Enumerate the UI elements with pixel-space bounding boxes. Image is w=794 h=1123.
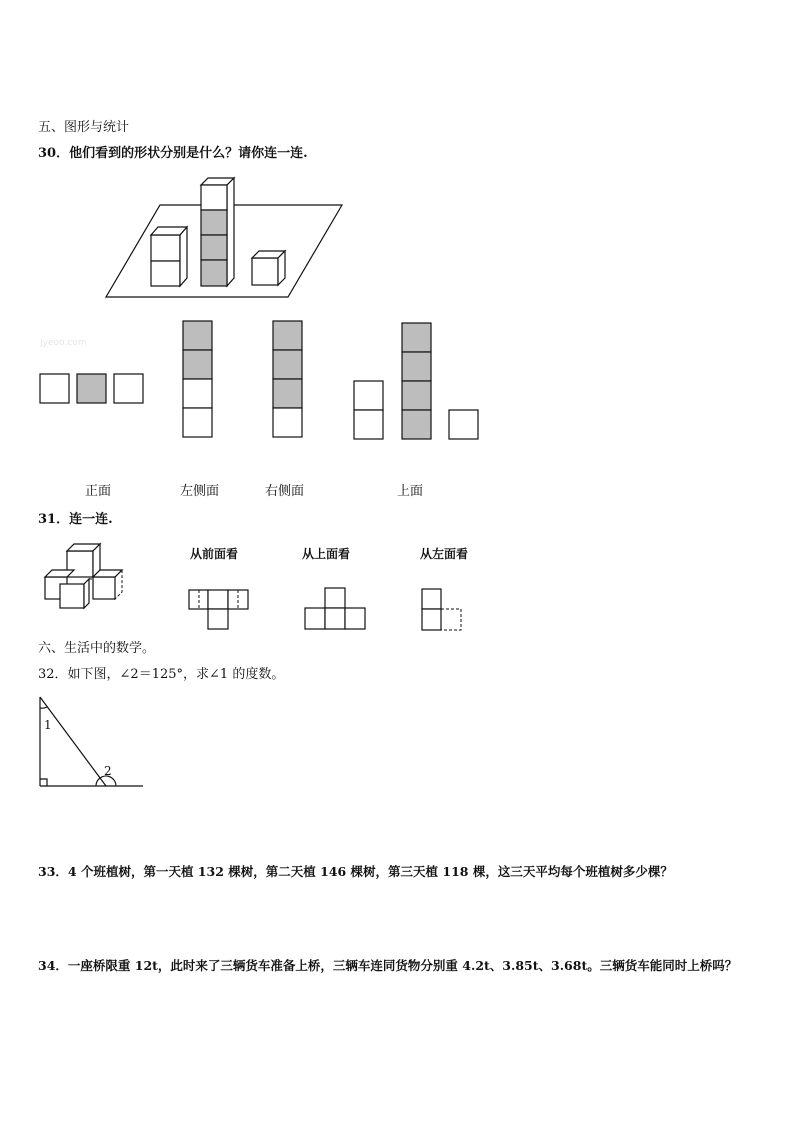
q30-right-cube	[252, 251, 285, 285]
angle-2-label: 2	[104, 764, 112, 778]
q30-label-top: 上面	[397, 484, 424, 499]
q31-view-left-shape	[422, 589, 461, 630]
watermark: Jyeoo.com	[40, 338, 87, 348]
section-heading-6: 六、生活中的数学。	[38, 641, 156, 656]
q30-view-top	[354, 323, 478, 439]
q31-view-top-label: 从上面看	[302, 547, 351, 561]
q30-label-left: 左侧面	[180, 484, 220, 499]
q31-view-left-label: 从左面看	[420, 547, 469, 561]
q30-label-front: 正面	[85, 484, 112, 499]
q30-left-stack	[151, 227, 187, 286]
q31-view-front-shape	[189, 590, 248, 629]
q32-triangle	[40, 697, 143, 786]
question-32-text: 32．如下图，∠2＝125°，求∠1 的度数。	[38, 667, 285, 682]
q30-view-right	[273, 321, 302, 437]
q30-view-front	[40, 374, 143, 403]
question-31-text: 31．连一连.	[38, 512, 113, 527]
q31-view-front-label: 从前面看	[190, 547, 239, 561]
section-heading-5: 五、图形与统计	[38, 120, 130, 135]
question-30-text: 30．他们看到的形状分别是什么？请你连一连.	[38, 146, 308, 161]
q30-center-stack	[201, 178, 234, 286]
q31-solid	[45, 544, 122, 608]
q30-view-left	[183, 321, 212, 437]
question-33-text: 33．4 个班植树，第一天植 132 棵树，第二天植 146 棵树，第三天植 118 棵，这三天平均每个班植树多少棵？	[38, 864, 673, 879]
question-34-text: 34．一座桥限重 12t，此时来了三辆货车准备上桥，三辆车连同货物分别重 4.2t、3.85t、3.68t。三辆货车能同时上桥吗？	[38, 958, 738, 973]
q31-view-top-shape	[305, 588, 365, 629]
q30-label-right: 右侧面	[265, 484, 305, 499]
angle-1-label: 1	[44, 718, 52, 732]
